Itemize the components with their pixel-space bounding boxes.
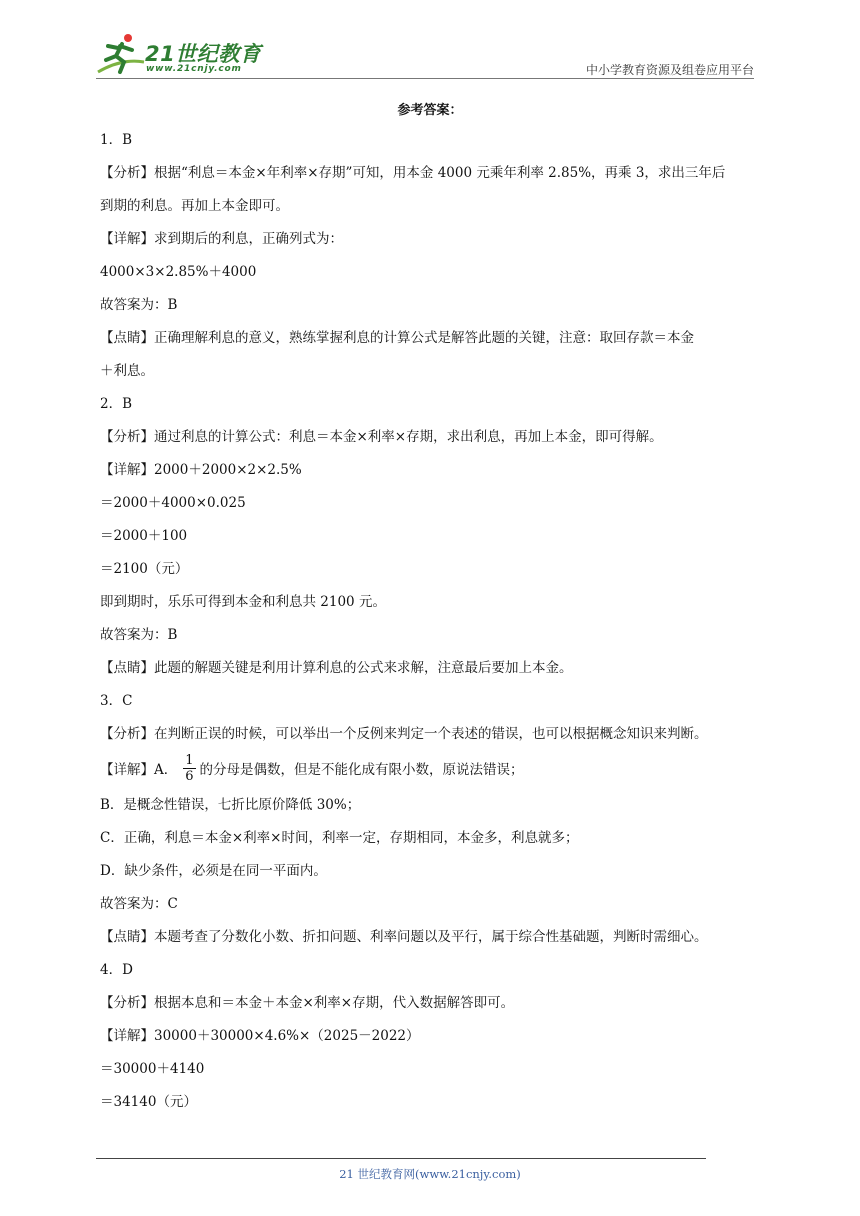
formula-line: 4000×3×2.85%＋4000 — [100, 264, 257, 280]
detail-line — [100, 747, 760, 789]
step-line: ＝2000＋4000×0.025 — [100, 495, 246, 511]
option-b-line: B．是概念性错误，七折比原价降低 30%； — [100, 797, 361, 813]
footer-text[interactable]: 21 世纪教育网(www.21cnjy.com) — [339, 1167, 521, 1181]
fraction-denominator: 6 — [185, 768, 194, 784]
conclusion-line: 即到期时，乐乐可得到本金和利息共 2100 元。 — [100, 594, 386, 610]
comment-paragraph — [100, 330, 760, 380]
text-line: ＋利息。 — [100, 363, 154, 379]
analysis-line: 【分析】通过利息的计算公式：利息＝本金×利率×存期，求出利息，再加上本金，即可得解。 — [100, 429, 663, 445]
answer-line: 故答案为：C — [100, 896, 178, 912]
question-number: 4．D — [100, 962, 133, 978]
step-line: ＝2000＋100 — [100, 528, 188, 544]
analysis-line: 【分析】在判断正误的时候，可以举出一个反例来判定一个表述的错误，也可以根据概念知识来判断。 — [100, 726, 708, 742]
comment-line: 【点睛】此题的解题关键是利用计算利息的公式来求解，注意最后要加上本金。 — [100, 660, 573, 676]
question-number: 3．C — [100, 693, 133, 709]
header-divider — [96, 78, 754, 79]
detail-suffix: 的分母是偶数，但是不能化成有限小数，原说法错误； — [199, 762, 524, 778]
fraction-numerator: 1 — [185, 752, 194, 768]
page-header — [0, 0, 860, 80]
detail-line: 【详解】2000＋2000×2×2.5% — [100, 462, 302, 478]
answer-content — [100, 98, 760, 1127]
answer-line: 故答案为：B — [100, 627, 178, 643]
logo-text: 21世纪教育 — [145, 42, 262, 66]
step-line: ＝2100（元） — [100, 561, 189, 577]
question-number: 2．B — [100, 396, 133, 412]
fraction — [183, 753, 195, 784]
text-line: 到期的利息。再加上本金即可。 — [100, 198, 289, 214]
page-title: 参考答案： — [397, 103, 463, 118]
question-number: 1．B — [100, 132, 133, 148]
step-line: ＝34140（元） — [100, 1094, 197, 1110]
text-line: 【点睛】正确理解利息的意义，熟练掌握利息的计算公式是解答此题的关键，注意：取回存款＝本金 — [100, 330, 694, 346]
logo-url: www.21cnjy.com — [146, 64, 242, 74]
analysis-paragraph — [100, 165, 760, 215]
comment-line: 【点睛】本题考查了分数化小数、折扣问题、利率问题以及平行，属于综合性基础题，判断时需细心。 — [100, 929, 708, 945]
detail-line: 【详解】30000＋30000×4.6%×（2025－2022） — [100, 1028, 420, 1044]
detail-prefix: 【详解】A． — [100, 762, 178, 778]
detail-line: 【详解】求到期后的利息，正确列式为： — [100, 231, 343, 247]
text-line: 【分析】根据“利息＝本金×年利率×存期”可知，用本金 4000 元乘年利率 2.85%，再乘 3，求出三年后 — [100, 165, 726, 181]
analysis-line: 【分析】根据本息和＝本金＋本金×利率×存期，代入数据解答即可。 — [100, 995, 515, 1011]
platform-label: 中小学教育资源及组卷应用平台 — [585, 63, 754, 77]
footer-divider — [96, 1158, 706, 1159]
step-line: ＝30000＋4140 — [100, 1061, 205, 1077]
option-d-line: D．缺少条件，必须是在同一平面内。 — [100, 863, 327, 879]
option-c-line: C．正确，利息＝本金×利率×时间，利率一定，存期相同，本金多，利息就多； — [100, 830, 579, 846]
answer-line: 故答案为：B — [100, 297, 178, 313]
